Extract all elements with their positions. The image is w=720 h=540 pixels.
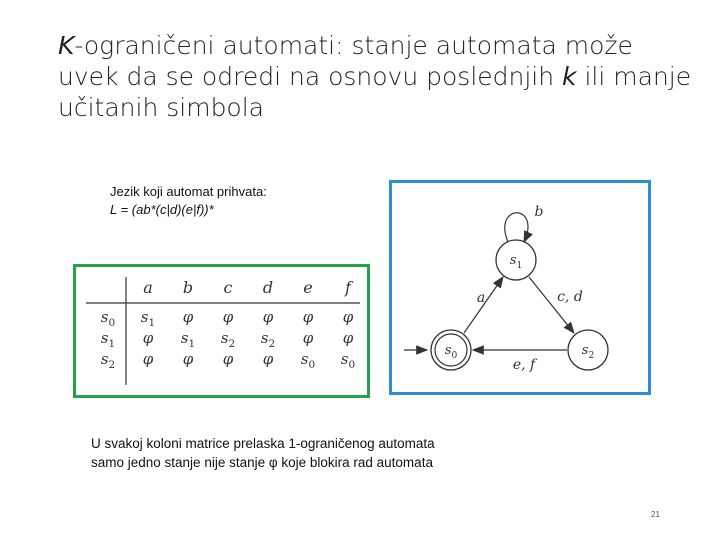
table-cell: φ [342, 308, 354, 326]
table-cell: φ [142, 350, 154, 368]
table-cell: φ [182, 308, 194, 326]
transition-s1-s1 [505, 213, 528, 242]
state-label-s1: $s_1$ [509, 253, 523, 271]
table-cell: φ [222, 308, 234, 326]
table-col-header: e [303, 278, 313, 297]
language-label: Jezik koji automat prihvata: [110, 184, 267, 199]
slide-title [58, 30, 698, 123]
table-cell: $s_1$ [140, 308, 156, 329]
table-cell: φ [342, 329, 354, 347]
automaton-diagram-frame [389, 180, 651, 395]
note-line-1: U svakoj koloni matrice prelaska 1-ograničenog automata [91, 436, 435, 451]
language-description [110, 183, 370, 219]
transition-label-s0-s1: a [476, 290, 486, 306]
state-label-s0: $s_0$ [444, 343, 458, 361]
transition-label-s1-s2: c, d [557, 289, 583, 305]
table-row-state: $s_1$ [100, 329, 116, 350]
table-col-header: c [223, 278, 233, 297]
state-s0 [431, 330, 471, 370]
title-k-small: k [562, 62, 577, 91]
state-s1 [496, 240, 536, 280]
transition-label-s2-s0: e, f [512, 357, 536, 373]
transition-s1-s2 [529, 277, 574, 333]
note-line-2: samo jedno stanje nije stanje φ koje blokira rad automata [91, 455, 433, 470]
title-end: ili manje učitanih simbola [58, 62, 692, 122]
automaton-diagram [392, 183, 648, 392]
table-cell: φ [142, 329, 154, 347]
transition-table [76, 267, 367, 395]
table-col-header: d [262, 278, 274, 297]
table-cell: φ [302, 329, 314, 347]
table-col-header: b [182, 278, 194, 297]
state-label-s2: $s_2$ [581, 343, 595, 361]
table-col-header: f [345, 278, 351, 297]
table-row-state: $s_2$ [100, 350, 116, 371]
title-k: K [58, 31, 75, 60]
table-cell: $s_1$ [180, 329, 196, 350]
table-cell: $s_2$ [220, 329, 236, 350]
language-formula: L = (ab*(c|d)(e|f))* [110, 202, 214, 217]
table-cell: $s_0$ [340, 350, 356, 371]
table-cell: $s_0$ [300, 350, 316, 371]
table-cell: φ [262, 350, 274, 368]
table-cell: φ [222, 350, 234, 368]
page-number: 21 [651, 510, 660, 519]
transition-table-frame [73, 264, 370, 398]
table-cell: $s_2$ [260, 329, 276, 350]
table-cell: φ [182, 350, 194, 368]
transition-label-s1-s1: b [534, 204, 544, 220]
state-s2 [568, 330, 608, 370]
table-col-header: a [143, 278, 153, 297]
table-cell: φ [302, 308, 314, 326]
note-text [91, 434, 651, 472]
table-cell: φ [262, 308, 274, 326]
table-row-state: $s_0$ [100, 308, 116, 329]
title-text: -ograničeni automati: stanje automata može uvek da se odredi na osnovu poslednjih [58, 31, 633, 91]
